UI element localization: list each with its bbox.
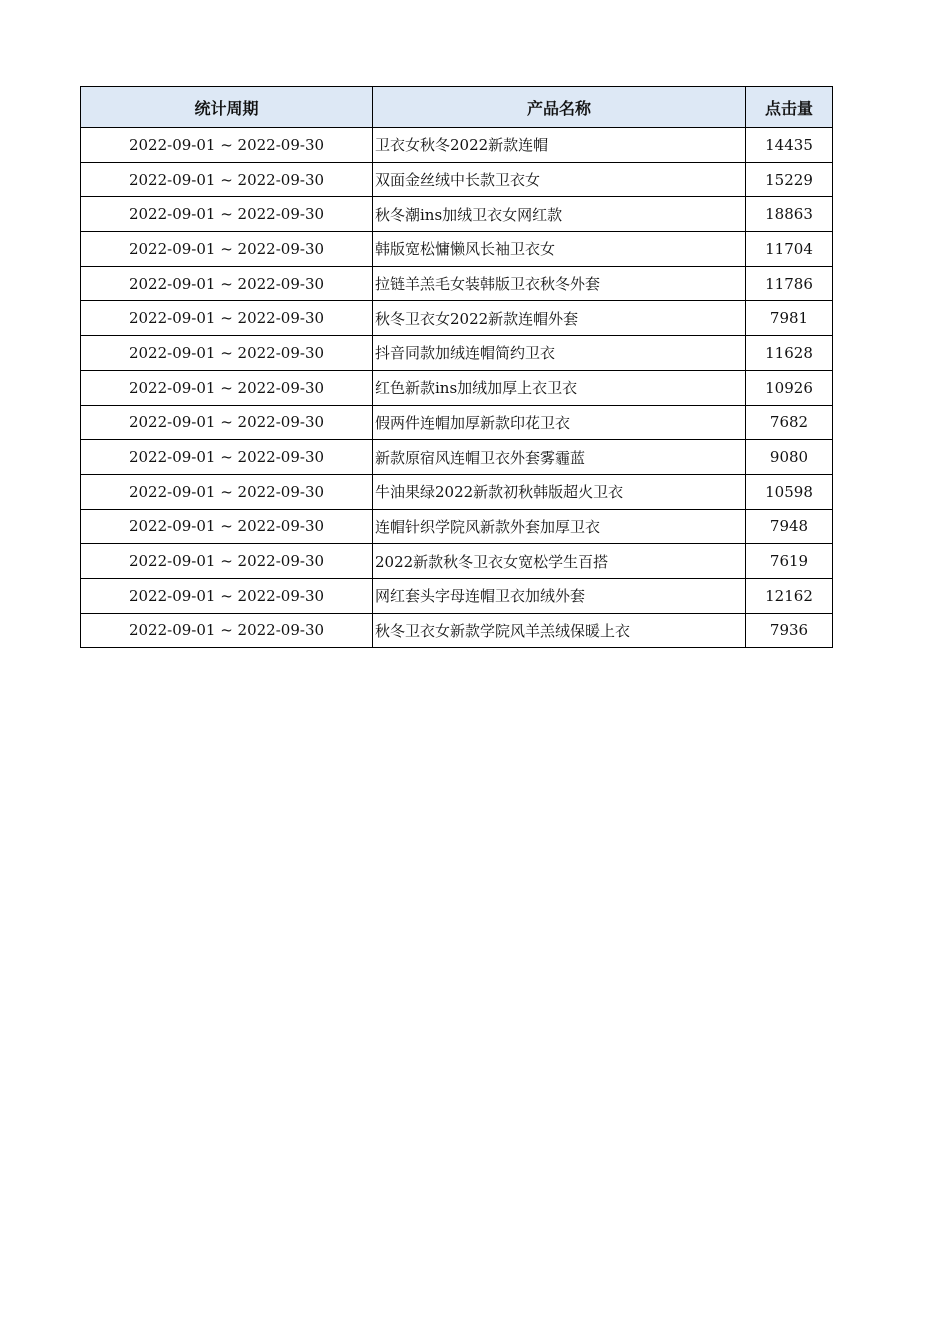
table-row — [81, 405, 833, 440]
clicks-cell: 7936 — [746, 613, 833, 648]
product-name-cell: 网红套头字母连帽卫衣加绒外套 — [373, 578, 746, 613]
product-name-cell: 牛油果绿2022新款初秋韩版超火卫衣 — [373, 474, 746, 509]
clicks-cell: 15229 — [746, 162, 833, 197]
header-row — [81, 87, 833, 128]
period-cell: 2022-09-01 ~ 2022-09-30 — [81, 440, 373, 475]
period-cell: 2022-09-01 ~ 2022-09-30 — [81, 266, 373, 301]
product-name-cell: 假两件连帽加厚新款印花卫衣 — [373, 405, 746, 440]
table-row — [81, 578, 833, 613]
table-row — [81, 336, 833, 371]
product-name-cell: 秋冬潮ins加绒卫衣女网红款 — [373, 197, 746, 232]
product-name-cell: 红色新款ins加绒加厚上衣卫衣 — [373, 370, 746, 405]
table-row — [81, 162, 833, 197]
click-stats-sheet — [80, 86, 832, 648]
period-cell: 2022-09-01 ~ 2022-09-30 — [81, 128, 373, 163]
period-cell: 2022-09-01 ~ 2022-09-30 — [81, 509, 373, 544]
period-cell: 2022-09-01 ~ 2022-09-30 — [81, 370, 373, 405]
product-name-cell: 韩版宽松慵懒风长袖卫衣女 — [373, 232, 746, 267]
table-row — [81, 266, 833, 301]
product-name-cell: 双面金丝绒中长款卫衣女 — [373, 162, 746, 197]
product-name-cell: 2022新款秋冬卫衣女宽松学生百搭 — [373, 544, 746, 579]
header-period: 统计周期 — [81, 87, 373, 128]
table-row — [81, 440, 833, 475]
clicks-cell: 11628 — [746, 336, 833, 371]
clicks-cell: 12162 — [746, 578, 833, 613]
product-name-cell: 秋冬卫衣女2022新款连帽外套 — [373, 301, 746, 336]
table-body — [81, 128, 833, 648]
period-cell: 2022-09-01 ~ 2022-09-30 — [81, 405, 373, 440]
period-cell: 2022-09-01 ~ 2022-09-30 — [81, 613, 373, 648]
header-product: 产品名称 — [373, 87, 746, 128]
period-cell: 2022-09-01 ~ 2022-09-30 — [81, 197, 373, 232]
clicks-cell: 11786 — [746, 266, 833, 301]
product-name-cell: 抖音同款加绒连帽简约卫衣 — [373, 336, 746, 371]
clicks-cell: 11704 — [746, 232, 833, 267]
period-cell: 2022-09-01 ~ 2022-09-30 — [81, 232, 373, 267]
product-name-cell: 卫衣女秋冬2022新款连帽 — [373, 128, 746, 163]
period-cell: 2022-09-01 ~ 2022-09-30 — [81, 162, 373, 197]
period-cell: 2022-09-01 ~ 2022-09-30 — [81, 301, 373, 336]
clicks-cell: 7948 — [746, 509, 833, 544]
table-row — [81, 544, 833, 579]
clicks-cell: 7981 — [746, 301, 833, 336]
period-cell: 2022-09-01 ~ 2022-09-30 — [81, 578, 373, 613]
product-name-cell: 拉链羊羔毛女装韩版卫衣秋冬外套 — [373, 266, 746, 301]
period-cell: 2022-09-01 ~ 2022-09-30 — [81, 544, 373, 579]
table-row — [81, 197, 833, 232]
table-row — [81, 232, 833, 267]
header-clicks: 点击量 — [746, 87, 833, 128]
clicks-cell: 7682 — [746, 405, 833, 440]
clicks-cell: 9080 — [746, 440, 833, 475]
clicks-cell: 18863 — [746, 197, 833, 232]
table-row — [81, 613, 833, 648]
period-cell: 2022-09-01 ~ 2022-09-30 — [81, 336, 373, 371]
period-cell: 2022-09-01 ~ 2022-09-30 — [81, 474, 373, 509]
product-name-cell: 连帽针织学院风新款外套加厚卫衣 — [373, 509, 746, 544]
clicks-cell: 10598 — [746, 474, 833, 509]
product-name-cell: 秋冬卫衣女新款学院风羊羔绒保暖上衣 — [373, 613, 746, 648]
click-stats-table — [80, 86, 833, 648]
table-row — [81, 509, 833, 544]
table-row — [81, 128, 833, 163]
clicks-cell: 10926 — [746, 370, 833, 405]
table-row — [81, 370, 833, 405]
table-row — [81, 474, 833, 509]
clicks-cell: 14435 — [746, 128, 833, 163]
product-name-cell: 新款原宿风连帽卫衣外套雾霾蓝 — [373, 440, 746, 475]
clicks-cell: 7619 — [746, 544, 833, 579]
table-row — [81, 301, 833, 336]
